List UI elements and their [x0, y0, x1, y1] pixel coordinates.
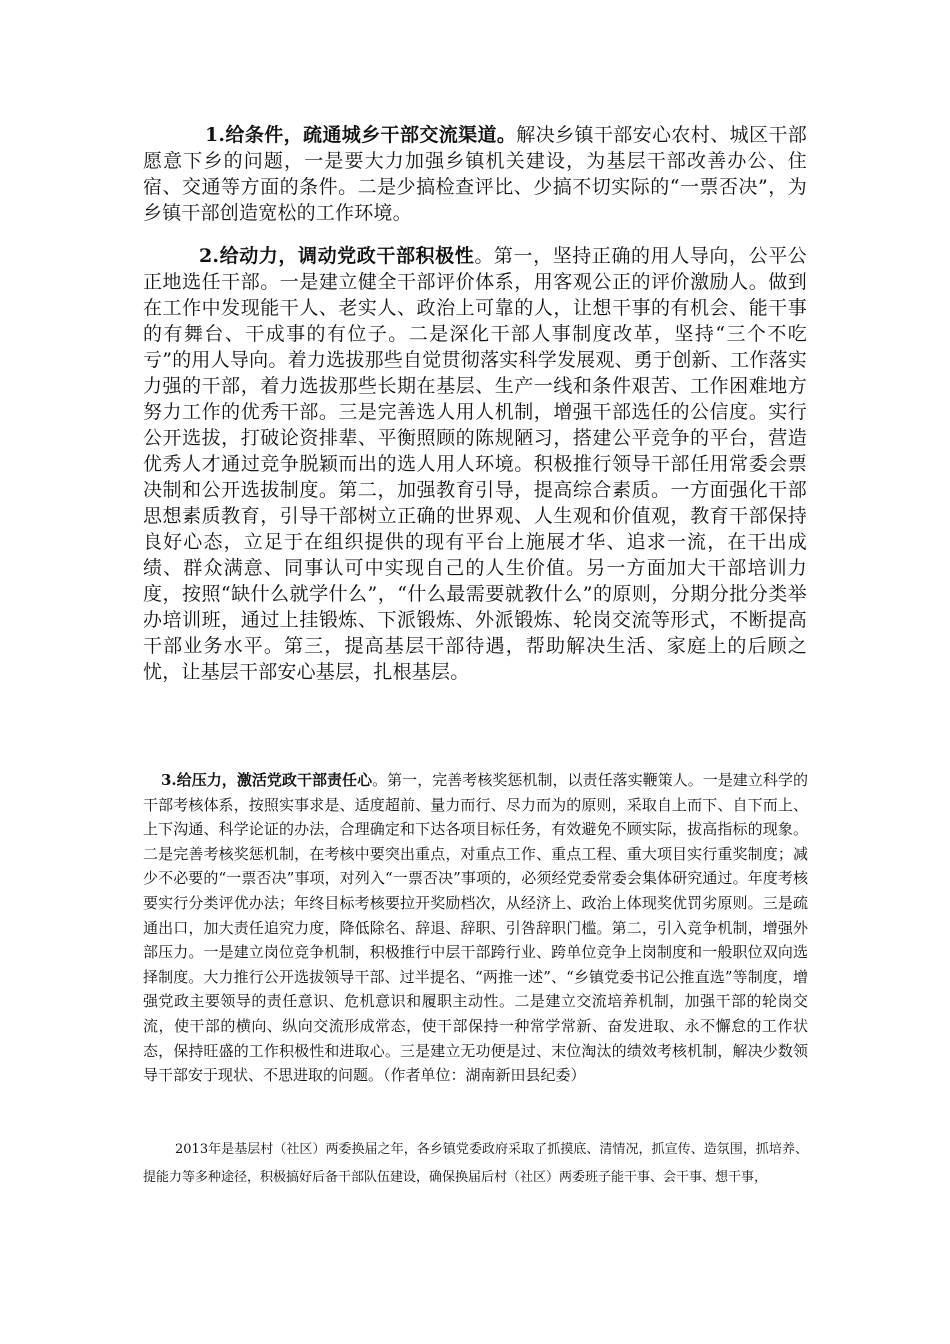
paragraph-3-heading: 3.给压力，激活党政干部责任心 — [161, 771, 373, 789]
paragraph-2 — [143, 243, 807, 685]
paragraph-1 — [143, 122, 807, 226]
paragraph-3 — [143, 768, 808, 1088]
paragraph-2-body: 。第一，坚持正确的用人导向，公平公正地选任干部。一是建立健全干部评价体系，用客观公正的评价激励人。做到在工作中发现能干人、老实人、政治上可靠的人，让想干事的有机会、能干事的有舞台、干成事的有位子。二是深化干部人事制度改革，坚持“三个不吃亏”的用人导向。着力选拔那些自觉贯彻落实科学发展观、勇于创新、工作落实力强的干部，着力选拔那些长期在基层、生产一线和条件艰苦、工作困难地方努力工作的优秀干部。三是完善选人用人机制，增强干部选任的公信度。实行公开选拔，打破论资排辈、平衡照顾的陈规陋习，搭建公平竞争的平台，营造优秀人才通过竞争脱颖而出的选人用人环境。积极推行领导干部任用常委会票决制和公开选拔制度。第二，加强教育引导，提高综合素质。一方面强化干部思想素质教育，引导干部树立正确的世界观、人生观和价值观，教育干部保持良好心态，立足于在组织提供的现有平台上施展才华、追求一流，在干出成绩、群众满意、同事认可中实现自己的人生价值。另一方面加大干部培训力度，按照“缺什么就学什么”，“什么最需要就教什么”的原则，分期分批分类举办培训班，通过上挂锻炼、下派锻炼、外派锻炼、轮岗交流等形式，不断提高干部业务水平。第三，提高基层干部待遇，帮助解决生活、家庭上的后顾之忧，让基层干部安心基层，扎根基层。 — [143, 245, 807, 683]
paragraph-1-body: 解决乡镇干部安心农村、城区干部愿意下乡的问题，一是要大力加强乡镇机关建设，为基层干部改善办公、住宿、交通等方面的条件。二是少搞检查评比、少搞不切实际的“一票否决”，为乡镇干部创造宽松的工作环境。 — [143, 124, 807, 224]
paragraph-4-body: 2013年是基层村（社区）两委换届之年，各乡镇党委政府采取了抓摸底、清情况，抓宣传、造氛围，抓培养、提能力等多种途径，积极搞好后备干部队伍建设，确保换届后村（社区）两委班子能干事、会干事、想干事， — [143, 1142, 808, 1185]
paragraph-4 — [143, 1136, 808, 1192]
paragraph-3-body: 。第一，完善考核奖惩机制，以责任落实鞭策人。一是建立科学的干部考核体系，按照实事求是、适度超前、量力而行、尽力而为的原则，采取自上而下、自下而上、上下沟通、科学论证的办法，合理确定和下达各项目标任务，有效避免不顾实际，拔高指标的现象。二是完善考核奖惩机制，在考核中要突出重点，对重点工作、重点工程、重大项目实行重奖制度；减少不必要的“一票否决”事项，对列入“一票否决”事项的，必须经党委常委会集体研究通过。年度考核要实行分类评优办法；年终目标考核要拉开奖励档次，从经济上、政治上体现奖优罚劣原则。三是疏通出口，加大责任追究力度，降低除名、辞退、辞职、引咎辞职门槛。第二，引入竞争机制，增强外部压力。一是建立岗位竞争机制，积极推行中层干部跨行业、跨单位竞争上岗制度和一般职位双向选择制度。大力推行公开选拔领导干部、过半提名、“两推一述”、“乡镇党委书记公推直选”等制度，增强党政主要领导的责任意识、危机意识和履职主动性。二是建立交流培养机制，加强干部的轮岗交流，使干部的横向、纵向交流形成常态，使干部保持一种常学常新、奋发进取、永不懈怠的工作状态，保持旺盛的工作积极性和进取心。三是建立无功便是过、末位淘汰的绩效考核机制，解决少数领导干部安于现状、不思进取的问题。（作者单位：湖南新田县纪委） — [143, 771, 808, 1085]
paragraph-1-heading: 1.给条件，疏通城乡干部交流渠道。 — [205, 124, 517, 146]
paragraph-2-heading: 2.给动力，调动党政干部积极性 — [199, 245, 475, 267]
